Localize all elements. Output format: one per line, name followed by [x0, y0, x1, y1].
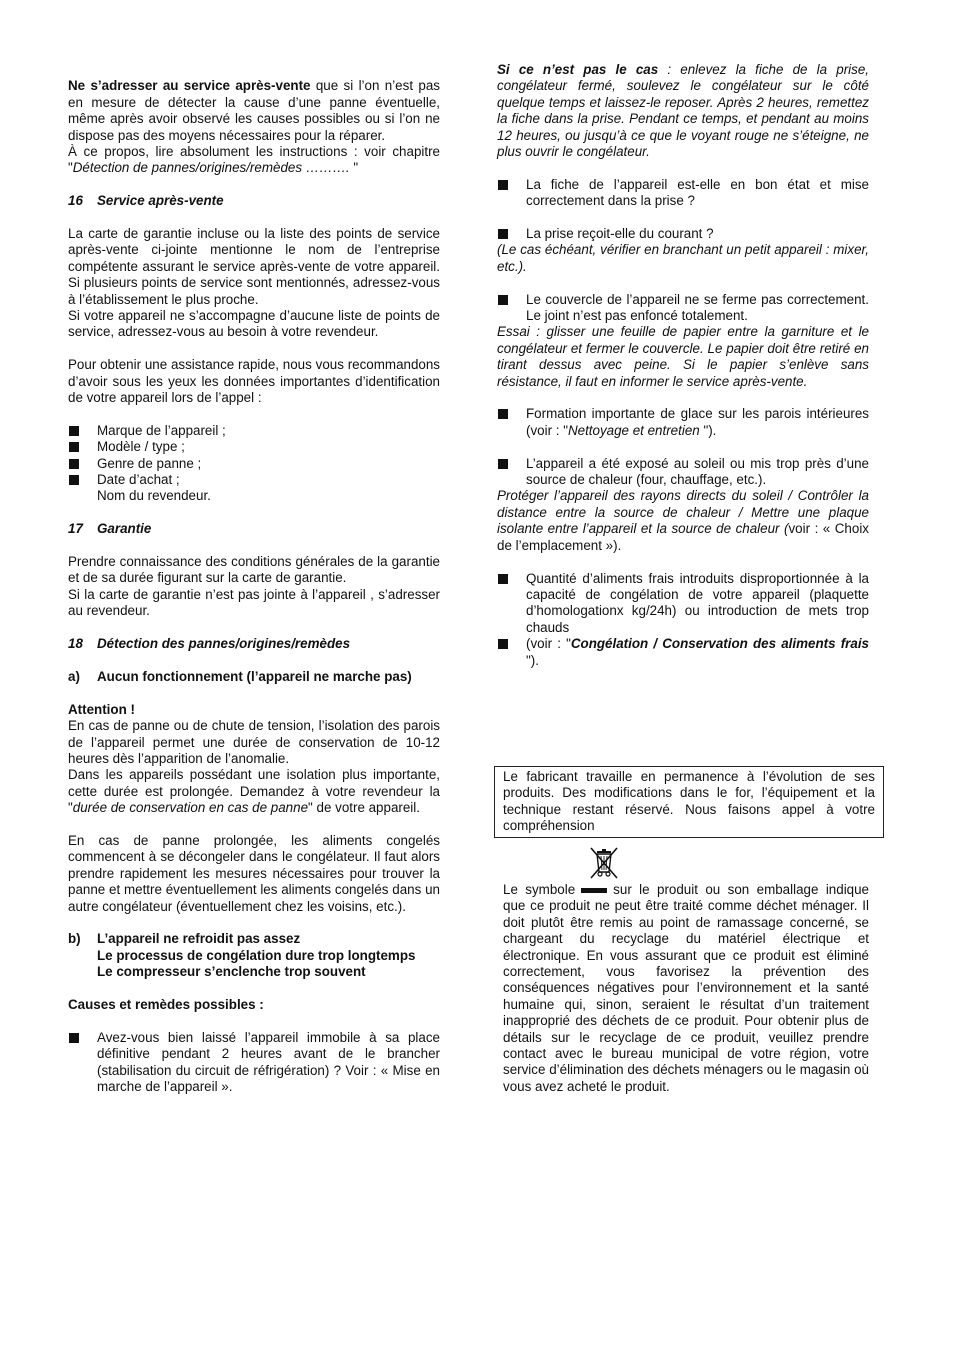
check-item-7: [497, 636, 869, 669]
bullet-square-icon: [69, 426, 79, 436]
list-item-text: Modèle / type ;: [97, 439, 185, 455]
list-item: [68, 488, 440, 504]
list-item-text: Genre de panne ;: [97, 455, 202, 471]
section-18-title: Détection des pannes/origines/remèdes: [97, 636, 351, 652]
attention-heading: Attention !: [68, 701, 135, 717]
s16-paragraph-3: Pour obtenir une assistance rapide, nous vous recommandons d’avoir sous les yeux les données importantes d’identification de votre appareil lors de l’appel :: [68, 357, 440, 406]
cause-item-1: [68, 1030, 440, 1096]
manufacturer-notice-text: Le fabricant travaille en permanence à l’évolution de ses produits. Des modifications dans le for, l’équipement et la technique restant réservé. Nous faisons appel à votre compréhension: [503, 769, 875, 834]
check-item-7-b: ").: [526, 652, 539, 668]
check-item-7-a: (voir : ": [526, 636, 571, 652]
list-item-text: Nom du revendeur.: [97, 488, 211, 504]
subsection-b-line-2: Le processus de congélation dure trop longtemps: [97, 947, 416, 963]
intro-paragraph: [68, 78, 440, 144]
left-column: [68, 62, 440, 1095]
attention-paragraph-2: [68, 767, 440, 816]
attention-paragraph-3: En cas de panne prolongée, les aliments congelés commencent à se décongeler dans le congélateur. Il faut alors prendre rapidement les mesures nécessaires pour trouver la panne et mettre éventuellement les aliments congelés dans un autre congélateur (éventuellement chez les voisins, etc.).: [68, 832, 440, 914]
symbol-bar-icon: [581, 888, 607, 893]
list-item: [68, 439, 440, 455]
subsection-b-line-3: Le compresseur s’enclenche trop souvent: [97, 964, 366, 980]
subsection-b-heading: [68, 931, 440, 980]
bullet-square-icon: [498, 180, 508, 190]
r1-paragraph: [497, 62, 869, 160]
subsection-a-heading: [68, 669, 440, 685]
bullet-square-icon: [498, 409, 508, 419]
subsection-a-label: a): [68, 668, 80, 684]
right-column: [497, 62, 869, 669]
check-item-3: [497, 292, 869, 325]
cause-item-1-text: Avez-vous bien laissé l’appareil immobile à sa place définitive pendant 2 heures avant de le brancher (stabilisation du circuit de réfrigération) ? Voir : « Mise en marche de l’appareil ».: [97, 1029, 440, 1094]
manufacturer-notice-box: [494, 766, 884, 838]
check-item-2-text: La prise reçoit-elle du courant ?: [526, 226, 714, 242]
s16-paragraph-2: Si votre appareil ne s’accompagne d’aucune liste de points de service, adressez-vous au besoin à votre revendeur.: [68, 308, 440, 340]
check-item-1: [497, 177, 869, 210]
r1-rest: : enlevez la fiche de la prise, congélateur fermé, soulevez le congélateur sur le côté quelque temps et laissez-le reposer. Après 2 heures, remettez la fiche dans la prise. Pendant ce temps, et pendant au moins 12 heures, ou jusqu’à ce que le voyant rouge ne s’éteigne, ne plus ouvrir le congélateur.: [497, 62, 869, 160]
bullet-square-icon: [498, 574, 508, 584]
intro-reference: [68, 144, 440, 177]
list-item: [68, 423, 440, 439]
bullet-square-icon: [69, 1033, 79, 1043]
r1-bold-italic: Si ce n’est pas le cas: [497, 62, 659, 77]
intro-ref-italic: Détection de pannes/origines/remèdes ……….: [72, 160, 350, 176]
list-item-text: Marque de l’appareil ;: [97, 422, 226, 438]
check-item-3-text: Le couvercle de l’appareil ne se ferme pas correctement. Le joint n’est pas enfoncé totalement.: [526, 291, 869, 324]
crossed-out-wheelie-bin-icon: [587, 846, 621, 882]
attention-paragraph-1: En cas de panne ou de chute de tension, l’isolation des parois de l’appareil permet une durée de conservation de 10-12 heures dès l’apparition de l’anomalie.: [68, 718, 440, 766]
intro-ref-b: ": [349, 160, 359, 176]
bullet-square-icon: [498, 639, 508, 649]
check-item-6: [497, 571, 869, 637]
list-item: [68, 472, 440, 488]
att-p2-a: Dans les appareils possédant une isolation plus importante, cette durée est prolongée. Demandez à votre revendeur la ": [68, 767, 440, 816]
check-item-3-note: Essai : glisser une feuille de papier entre la garniture et le congélateur et fermer le couvercle. Le papier doit être retiré en tirant dessus avec peine. Si le papier s’enlève sans résistance, il faut en informer le service après-vente.: [497, 324, 869, 389]
weee-text-b: sur le produit ou son emballage indique que ce produit ne peut être traité comme déchet ménager. Il doit plutôt être remis au point de ramassage concerné, se chargeant du recyclage du matériel électrique et électronique. En vous assurant que ce produit est éliminé correctement, vous favorisez la prévention des conséquences négatives pour l’environnement et la santé humaine qui, sinon, seraient le résultat d’un traitement inapproprié des déchets de ce produit. Pour obtenir plus de détails sur le recyclage de ce produit, veuillez prendre contact avec le bureau municipal de votre région, votre service d’élimination des déchets ménagers ou le magasin où vous avez acheté le produit.: [503, 882, 870, 1094]
check-item-1-text: La fiche de l’appareil est-elle en bon état et mise correctement dans la prise ?: [526, 176, 869, 209]
bullet-square-icon: [498, 229, 508, 239]
check-item-4-b: ").: [703, 422, 717, 438]
bullet-square-icon: [498, 295, 508, 305]
weee-text-a: Le symbole: [503, 882, 576, 897]
check-item-5-note-regular: voir : « Choix de l’emplacement »).: [497, 521, 869, 553]
intro-bold: Ne s’adresser au service après-vente: [68, 78, 311, 94]
section-18-heading: [68, 636, 440, 652]
causes-heading: Causes et remèdes possibles :: [68, 996, 264, 1012]
check-item-5: [497, 456, 869, 489]
list-item-text: Date d’achat ;: [97, 472, 180, 488]
check-item-5-note: [497, 488, 869, 554]
check-item-4-italic: Nettoyage et entretien: [567, 422, 704, 438]
subsection-b-line-1: L’appareil ne refroidit pas assez: [97, 931, 301, 947]
subsection-a-title: Aucun fonctionnement (l’appareil ne marche pas): [97, 668, 412, 684]
intro-rest: que si l’on n’est pas en mesure de détecter la cause d’une panne éventuelle, même après avoir observé les causes possibles ou si l’on ne dispose pas des moyens nécessaires pour la réparer.: [68, 78, 440, 143]
bullet-square-icon: [69, 475, 79, 485]
att-p2-b: " de votre appareil.: [308, 800, 420, 816]
s17-paragraph-1: Prendre connaissance des conditions générales de la garantie et de sa durée figurant sur la carte de garantie.: [68, 554, 440, 586]
section-16-heading: [68, 193, 440, 209]
section-16-title: Service après-vente: [97, 193, 224, 209]
section-17-number: 17: [68, 521, 83, 537]
section-17-title: Garantie: [97, 521, 152, 537]
list-item: [68, 456, 440, 472]
section-16-number: 16: [68, 193, 83, 209]
check-item-5-note-italic: Protéger l’appareil des rayons directs du soleil / Contrôler la distance entre la source de chaleur / Mettre une plaque isolante entre l’appareil et la source de chaleur (: [497, 488, 869, 537]
check-item-5-text: L’appareil a été exposé au soleil ou mis trop près d’une source de chaleur (four, chauffage, etc.).: [526, 455, 869, 488]
section-17-heading: [68, 521, 440, 537]
check-item-2-note: (Le cas échéant, vérifier en branchant un petit appareil : mixer, etc.).: [497, 242, 869, 274]
check-item-4: [497, 406, 869, 439]
check-item-7-bold-italic: Congélation / Conservation des aliments frais: [570, 636, 869, 652]
identification-list: [68, 423, 440, 505]
att-p2-italic: durée de conservation en cas de panne: [72, 800, 309, 816]
bullet-square-icon: [69, 442, 79, 452]
bullet-square-icon: [69, 459, 79, 469]
weee-disposal-paragraph: [503, 882, 869, 1095]
s17-paragraph-2: Si la carte de garantie n’est pas jointe à l’appareil , s’adresser au revendeur.: [68, 586, 440, 619]
check-item-4-a: Formation importante de glace sur les parois intérieures (voir : ": [526, 406, 869, 438]
subsection-b-body: [97, 931, 440, 980]
subsection-b-label: b): [68, 931, 81, 947]
check-item-6-text: Quantité d’aliments frais introduits disproportionnée à la capacité de congélation de votre appareil (plaquette d’homologationx kg/24h) ou introduction de mets trop chauds: [526, 570, 869, 635]
check-item-2: [497, 226, 869, 242]
intro-ref-a: À ce propos, lire absolument les instructions : voir chapitre ": [68, 144, 440, 176]
s16-paragraph-1: La carte de garantie incluse ou la liste des points de service après-vente ci-jointe mentionne le nom de l’entreprise compétente assurant le service après-vente de votre appareil. Si plusieurs points de service sont mentionnés, adressez-vous à l’établissement le plus proche.: [68, 226, 440, 307]
bullet-square-icon: [498, 459, 508, 469]
section-18-number: 18: [68, 636, 83, 652]
